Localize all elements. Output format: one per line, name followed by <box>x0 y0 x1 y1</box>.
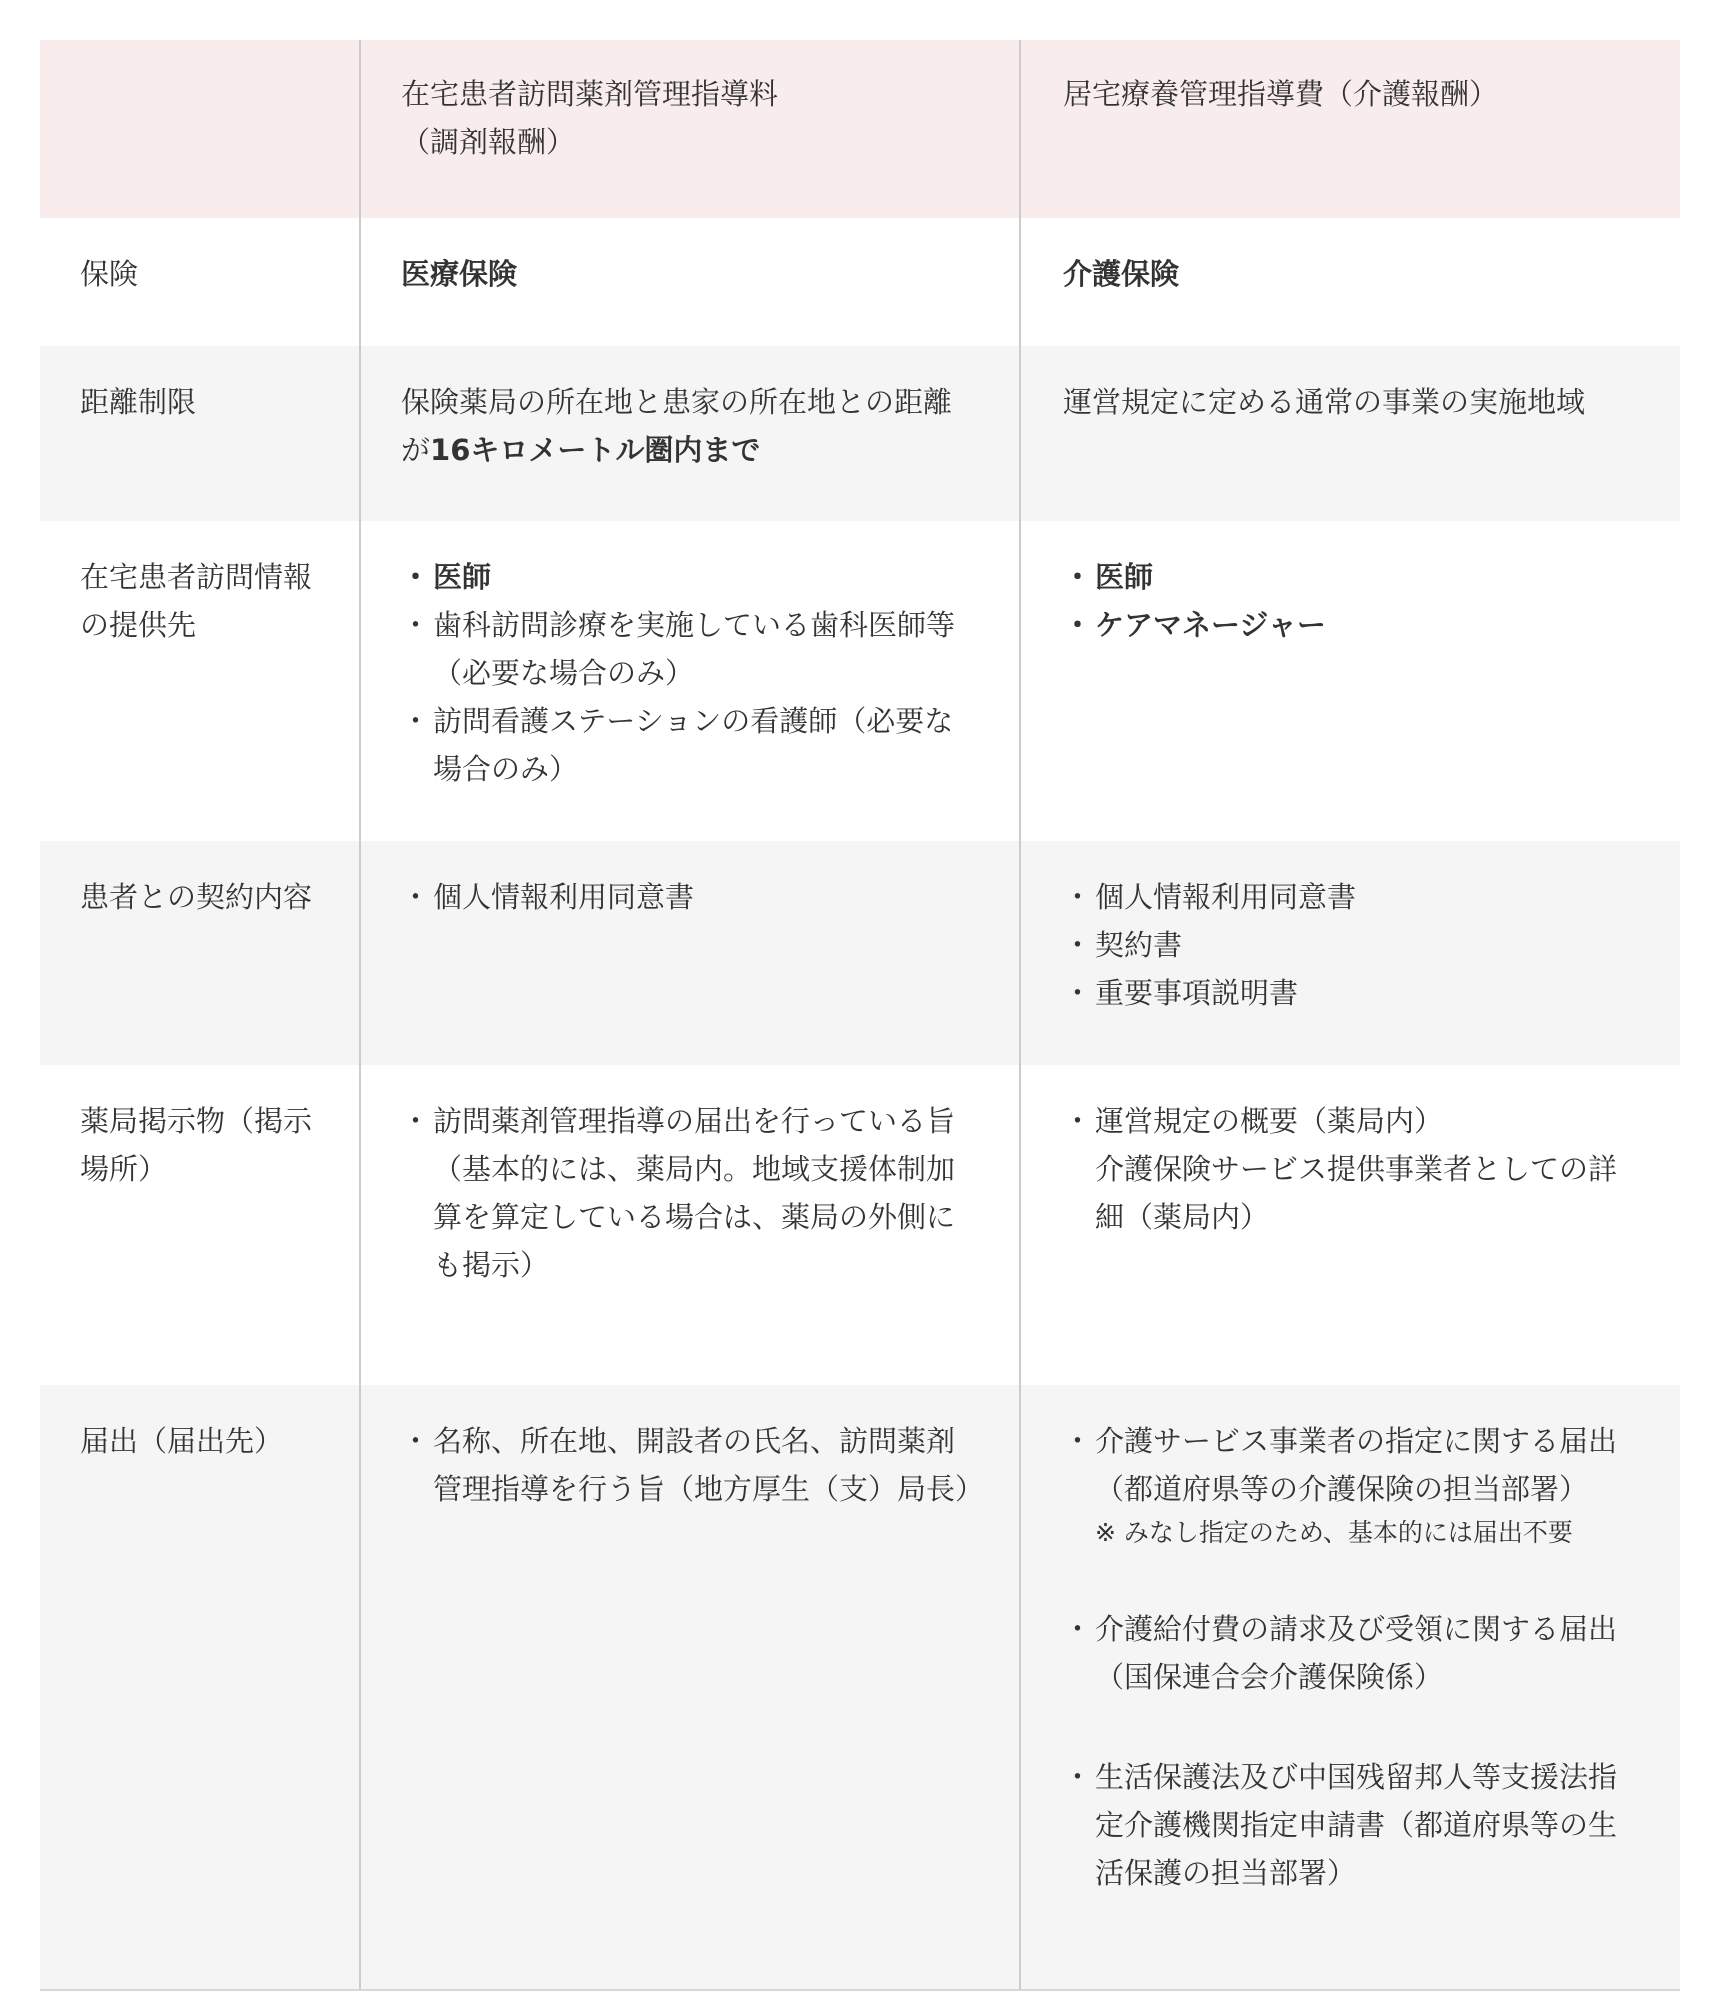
bullet-list <box>1063 873 1640 1017</box>
list-item: ・ 医師 <box>401 553 979 601</box>
bullet-list <box>1063 1097 1640 1241</box>
list-item: ・ 契約書 <box>1063 921 1640 969</box>
table-row-info-provider <box>40 521 1680 841</box>
distance-a-bold: 16キロメートル圏内まで <box>430 433 761 467</box>
header-col-a-title: 在宅患者訪問薬剤管理指導料 <box>401 77 779 111</box>
list-item: ・ 介護給付費の請求及び受領に関する届出（国保連合会介護保険係） <box>1063 1605 1640 1701</box>
notification-b1-text: 介護サービス事業者の指定に関する届出（都道府県等の介護保険の担当部署） <box>1095 1424 1618 1506</box>
cell-b <box>1020 1385 1680 1990</box>
table-row-notification <box>40 1385 1680 1990</box>
row-label: 保険 <box>40 218 360 346</box>
posting-a-detail: （基本的には、薬局内。地域支援体制加算を算定している場合は、薬局の外側にも掲示） <box>433 1152 956 1282</box>
cell-b <box>1020 521 1680 841</box>
row-label: 在宅患者訪問情報の提供先 <box>40 521 360 841</box>
posting-b-detail: 介護保険サービス提供事業者としての詳細（薬局内） <box>1095 1152 1618 1234</box>
list-spacer <box>1063 1701 1640 1753</box>
list-item <box>1063 1417 1640 1553</box>
insurance-b-value: 介護保険 <box>1063 257 1180 291</box>
list-item: ・ 名称、所在地、開設者の氏名、訪問薬剤管理指導を行う旨（地方厚生（支）局長） <box>401 1417 979 1513</box>
list-spacer <box>1063 1553 1640 1605</box>
list-item: ・ 医師 <box>1063 553 1640 601</box>
header-col-b-title: 居宅療養管理指導費（介護報酬） <box>1063 77 1499 111</box>
table-row-insurance <box>40 218 1680 346</box>
bullet-list <box>401 873 979 921</box>
header-empty-cell <box>40 40 360 218</box>
cell-a <box>360 521 1020 841</box>
cell-b <box>1020 346 1680 521</box>
bullet-list <box>401 1097 979 1289</box>
cell-b <box>1020 1065 1680 1385</box>
cell-a <box>360 218 1020 346</box>
comparison-table <box>40 40 1680 1991</box>
cell-a <box>360 841 1020 1065</box>
bullet-list <box>401 553 979 793</box>
posting-a-main: 訪問薬剤管理指導の届出を行っている旨 <box>433 1104 956 1138</box>
list-item <box>1063 1097 1640 1241</box>
row-label: 届出（届出先） <box>40 1385 360 1990</box>
row-label: 距離制限 <box>40 346 360 521</box>
distance-b-text: 運営規定に定める通常の事業の実施地域 <box>1063 385 1586 419</box>
table-row-contract <box>40 841 1680 1065</box>
notification-b1-note: ※ みなし指定のため、基本的には届出不要 <box>1095 1518 1573 1547</box>
list-item: ・ 個人情報利用同意書 <box>401 873 979 921</box>
header-col-b <box>1020 40 1680 218</box>
row-label: 薬局掲示物（掲示場所） <box>40 1065 360 1385</box>
cell-a <box>360 1385 1020 1990</box>
header-col-a-subtitle: （調剤報酬） <box>401 125 576 159</box>
list-item: ・ 生活保護法及び中国残留邦人等支援法指定介護機関指定申請書（都道府県等の生活保護の担当部署） <box>1063 1753 1640 1897</box>
cell-b <box>1020 841 1680 1065</box>
table-row-posting <box>40 1065 1680 1385</box>
cell-a <box>360 346 1020 521</box>
list-item: ・ ケアマネージャー <box>1063 601 1640 649</box>
header-col-a <box>360 40 1020 218</box>
bullet-list <box>1063 553 1640 649</box>
list-item: ・ 個人情報利用同意書 <box>1063 873 1640 921</box>
bullet-list <box>401 1417 985 1513</box>
list-item <box>401 1097 979 1289</box>
list-item: ・ 訪問看護ステーションの看護師（必要な場合のみ） <box>401 697 979 793</box>
posting-b-main: 運営規定の概要（薬局内） <box>1095 1104 1444 1138</box>
insurance-a-value: 医療保険 <box>401 257 518 291</box>
distance-a-text: 保険薬局の所在地と患家の所在地との距離が <box>401 385 953 467</box>
cell-a <box>360 1065 1020 1385</box>
row-label: 患者との契約内容 <box>40 841 360 1065</box>
bullet-list <box>1063 1417 1640 1897</box>
list-item: ・ 歯科訪問診療を実施している歯科医師等（必要な場合のみ） <box>401 601 979 697</box>
table-row-distance <box>40 346 1680 521</box>
list-item: ・ 重要事項説明書 <box>1063 969 1640 1017</box>
cell-b <box>1020 218 1680 346</box>
header-row <box>40 40 1680 218</box>
